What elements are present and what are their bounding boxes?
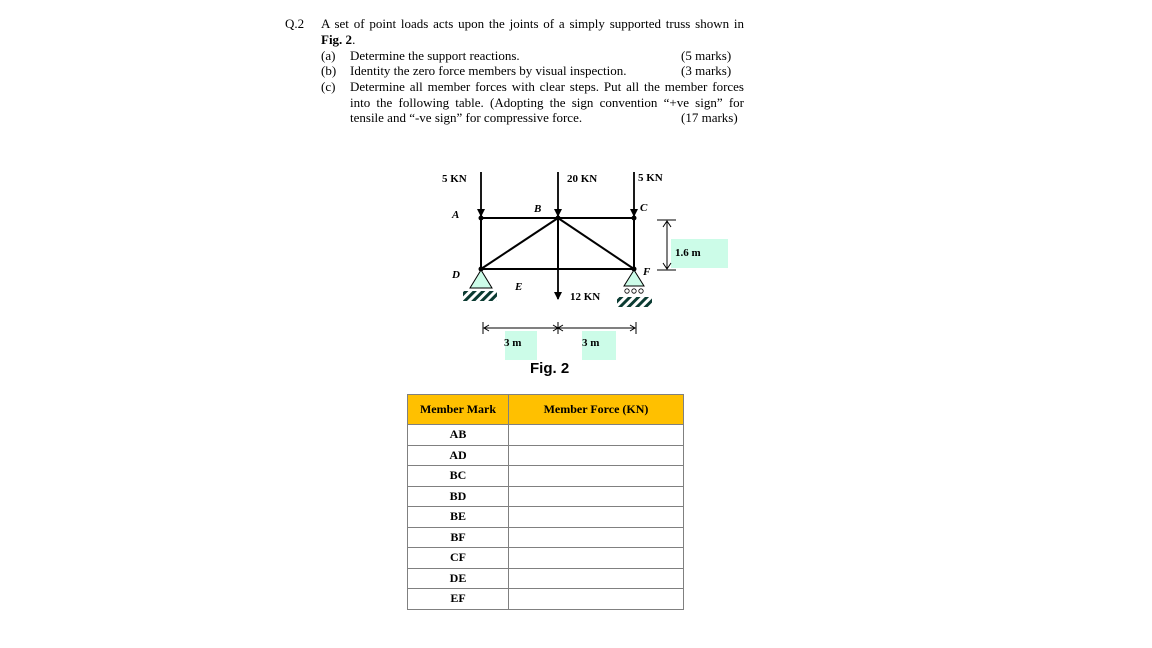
figure-caption: Fig. 2 bbox=[530, 360, 570, 377]
part-c-text-line2: into the following table. (Adopting the sign convention “+ve sign” for bbox=[350, 95, 744, 110]
member-force-cell[interactable] bbox=[509, 507, 684, 528]
figure-reference-suffix: . bbox=[352, 31, 356, 47]
header-member-mark: Member Mark bbox=[408, 395, 509, 425]
roller-wheel bbox=[625, 289, 629, 293]
part-b-marks: (3 marks) bbox=[681, 63, 732, 78]
question-number: Q.2 bbox=[285, 16, 305, 31]
joint-label-b: B bbox=[534, 203, 542, 215]
member-BD bbox=[481, 218, 558, 269]
load-label-bottom: 12 KN bbox=[570, 291, 601, 303]
height-dimension-label: 1.6 m bbox=[675, 247, 701, 259]
load-label-middle: 20 KN bbox=[567, 173, 598, 185]
load-label-left: 5 KN bbox=[442, 173, 467, 185]
member-mark-cell: CF bbox=[408, 548, 509, 569]
member-force-cell[interactable] bbox=[509, 527, 684, 548]
part-c-text-line3: tensile and “-ve sign” for compressive force. bbox=[350, 110, 583, 125]
span-right-label: 3 m bbox=[582, 337, 600, 349]
roller-support bbox=[624, 270, 644, 286]
roller-wheel bbox=[632, 289, 636, 293]
ground-hatch-left bbox=[463, 291, 497, 301]
joint-label-e: E bbox=[515, 281, 523, 293]
member-mark-cell: BD bbox=[408, 486, 509, 507]
table-row bbox=[408, 425, 684, 446]
part-c-marks: (17 marks) bbox=[681, 110, 738, 125]
span-left-label: 3 m bbox=[504, 337, 522, 349]
part-a-text: Determine the support reactions. bbox=[350, 48, 520, 63]
member-force-cell[interactable] bbox=[509, 548, 684, 569]
member-mark-cell: BC bbox=[408, 466, 509, 487]
member-mark-cell: DE bbox=[408, 568, 509, 589]
part-b-text: Identity the zero force members by visual inspection. bbox=[350, 63, 627, 78]
member-force-cell[interactable] bbox=[509, 486, 684, 507]
member-mark-cell: AB bbox=[408, 425, 509, 446]
member-mark-cell: EF bbox=[408, 589, 509, 610]
header-member-force: Member Force (KN) bbox=[509, 395, 684, 425]
part-a-marks: (5 marks) bbox=[681, 48, 732, 63]
member-force-cell[interactable] bbox=[509, 425, 684, 446]
joint-a bbox=[479, 216, 484, 221]
part-a-label: (a) bbox=[321, 48, 336, 63]
table-row bbox=[408, 589, 684, 610]
member-force-cell[interactable] bbox=[509, 445, 684, 466]
table-header-row bbox=[408, 395, 684, 425]
joint-c bbox=[632, 216, 637, 221]
table-row bbox=[408, 527, 684, 548]
member-mark-cell: BF bbox=[408, 527, 509, 548]
part-b-label: (b) bbox=[321, 63, 337, 78]
pin-support bbox=[470, 270, 492, 288]
joint-label-a: A bbox=[452, 209, 460, 221]
joint-label-f: F bbox=[643, 266, 651, 278]
roller-wheel bbox=[639, 289, 643, 293]
table-row bbox=[408, 507, 684, 528]
joint-label-d: D bbox=[452, 269, 460, 281]
joint-b bbox=[556, 216, 561, 221]
part-c-label: (c) bbox=[321, 79, 336, 94]
joint-label-c: C bbox=[640, 202, 648, 214]
member-BF bbox=[558, 218, 634, 269]
table-row bbox=[408, 568, 684, 589]
member-force-table bbox=[407, 394, 684, 610]
ground-hatch-right bbox=[617, 297, 652, 307]
table-row bbox=[408, 486, 684, 507]
question-intro-text: A set of point loads acts upon the joints of a simply supported truss shown in bbox=[321, 16, 744, 31]
member-force-cell[interactable] bbox=[509, 568, 684, 589]
member-force-cell[interactable] bbox=[509, 466, 684, 487]
member-force-cell[interactable] bbox=[509, 589, 684, 610]
member-mark-cell: BE bbox=[408, 507, 509, 528]
table-row bbox=[408, 548, 684, 569]
member-mark-cell: AD bbox=[408, 445, 509, 466]
figure-reference: Fig. 2 bbox=[321, 31, 353, 47]
table-row bbox=[408, 466, 684, 487]
table-row bbox=[408, 445, 684, 466]
load-label-right: 5 KN bbox=[638, 172, 663, 184]
part-c-text-line1: Determine all member forces with clear steps. Put all the member forces bbox=[350, 79, 744, 94]
